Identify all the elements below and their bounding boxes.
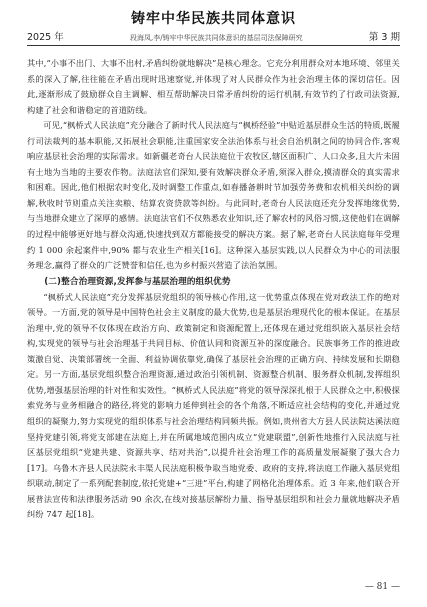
header-issue: 第 3 期 [368,32,400,43]
page-number: — 81 — [364,582,400,592]
journal-title: 铸牢中华民族共同体意识 [131,11,296,27]
running-header [27,28,400,46]
paragraph: 其中,“小事不出门、大事不出村,矛盾纠纷就地解决”是核心理念。它充分利用群众对本地环境、邻里关系的深入了解,往往能在矛盾出现时迅速察觉,并体现了对人民群众作为社会治理主体的深切信任。因此,逐渐形成了鼓励群众自主调解、相互帮助解决日常矛盾纠纷的运行机制,有效节约了行政司法资源,构建了社会和谐稳定的首道防线。 [27,58,400,115]
section-heading: (二)整合治理资源,发挥参与基层治理的组织优势 [44,276,231,287]
header-year: 2025 年 [27,32,64,43]
paragraph: “枫桥式人民法庭”充分发挥基层党组织的领导核心作用,这一优势重点体现在党对政法工作的绝对领导。一方面,党的领导是中国特色社会主义制度的最大优势,也是基层治理现代化的根本保证。在基层治理中,党的领导不仅体现在政治方向、政策制定和资源配置上,还体现在通过党组织嵌入基层社会结构,实现党的领导与社会治理基于共同目标、价值认同和资源互补的深度融合。民族事务工作的推进政策激自觉、决策部署统一全面、利益协调依靠党,确保了基层社会治理的正确方向、持续发展和长期稳定。另一方面,基层党组织整合治理资源,通过政治引领机制、资源整合机制、服务群众机制,发挥组织优势,增强基层治理的针对性和实效性。“枫桥式人民法庭”将党的领导深深扎根于人民群众之中,积极探索党务与业务相融合的路径,将党的影响力延伸到社会的各个角落,不断适应社会结构的变化,并通过党组织的凝聚力,努力实现党的组织体系与社会治理结构同频共振。例如,贵州省大方县人民法院达溪法庭坚持党建引领,将党支部建在法庭上,并在所属地域范围内成立“党建联盟”,创新性地推行入民法庭与社区基层党组织“党建共建、资源共享、结对共治”,以提升社会治理工作的高质量发展凝聚了强大合力[17]。乌鲁木齐县人民法院永丰渠人民法庭积极争取当地党委、政府的支持,将法庭工作融入基层党组织联动,制定了一系列配套制度,依托党建+“三进”平台,构建了网格化治理体系。近 3 年来,他们联合开展普法宣传和法律服务活动 90 余次,在线对接基层解纷力量、指导基层组织和社会力量就地解决矛盾纠纷 747 起[18]。 [27,291,400,520]
header-running-title: 段海凤,李/铸牢中华民族共同体意识的基层司法保障研究 [130,34,303,42]
paragraph: 可见,“枫桥式人民法庭”充分融合了新时代人民法庭与“枫桥经验”中贴近基层群众生活的特质,既履行司法裁判的基本职能,又拓展社会职能,注重国家安全法治体系与社会自治机制之间的协同合作,客观响应基层社会治理的实际需求。如新疆老奇台人民法庭位于农牧区,辖区面积广、人口众多,且大片未固有土地为当地的主要农作物。法庭法官们深知,要有效解决群众矛盾,须深入群众,摸清群众的真实需求和困难。因此,他们根据农时变化,及时调整工作重点,如春播备耕时节加强劳务费和农机相关纠纷的调解,秋收时节则重点关注卖粮、结算农资贷款等纠纷。与此同时,老奇台人民法庭还充分发挥地缘优势,与当地群众建立了深厚的感情。法庭法官们不仅熟悉农业知识,还了解农村的风俗习惯,这使他们在调解的过程中能够更好地与群众沟通,快速找到双方都能接受的解决方案。据了解,老奇台人民法庭每年受理约 1 000 余起案件中,90% 都与农业生产相关[16]。这种深入基层实践,以人民群众为中心的司法服务理念,赢得了群众的广泛赞誉和信任,也为乡村振兴营造了法治氛围。 [27,120,400,271]
article-body [27,56,400,523]
